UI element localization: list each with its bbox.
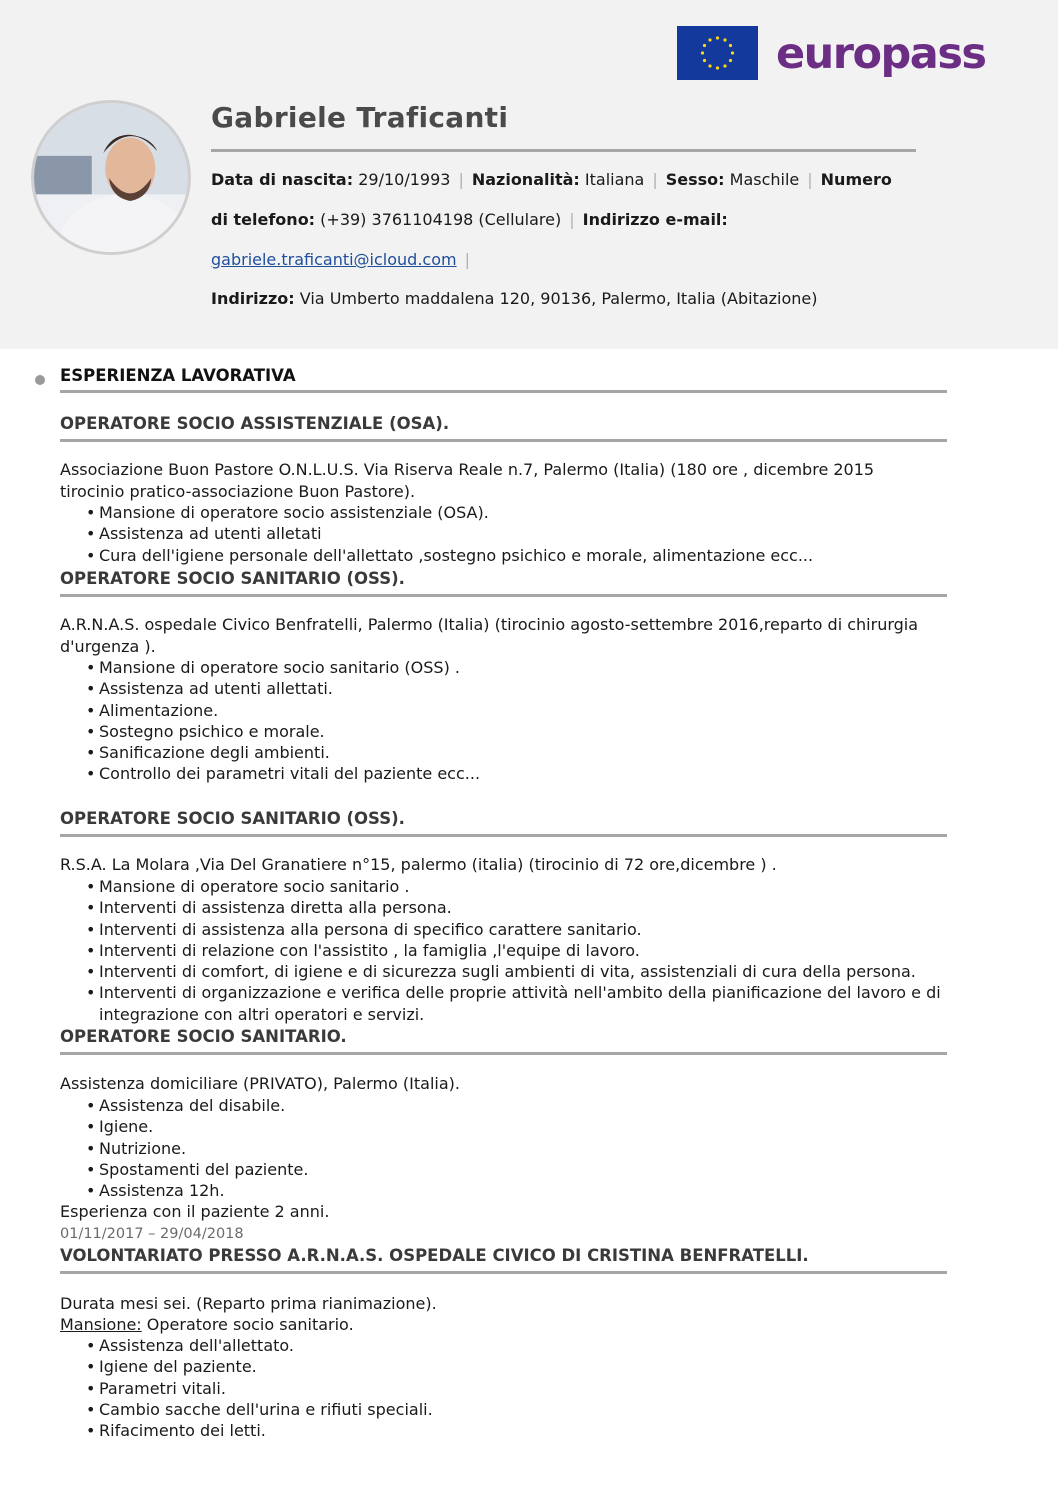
address-value: Via Umberto maddalena 120, 90136, Palermo, Italia (Abitazione) <box>299 289 818 308</box>
list-item: • Sostegno psichico e morale. <box>86 721 956 742</box>
phone-label-part1: Numero <box>820 170 892 189</box>
list-item: • Parametri vitali. <box>86 1378 956 1399</box>
list-item: • Assistenza ad utenti allettati. <box>86 678 956 699</box>
job-description: A.R.N.A.S. ospedale Civico Benfratelli, Palermo (Italia) (tirocinio agosto-settembre 2016,reparto di chirurgia d'urgenza ). <box>60 615 919 656</box>
job-divider <box>60 439 947 442</box>
separator: | <box>458 170 464 189</box>
job-role <box>60 1314 940 1336</box>
section-divider <box>60 390 947 393</box>
profile-photo <box>34 103 188 252</box>
job-bullets <box>86 657 956 785</box>
job-divider <box>60 1052 947 1055</box>
separator: | <box>807 170 813 189</box>
section-title: ESPERIENZA LAVORATIVA <box>60 366 296 385</box>
list-item: • Mansione di operatore socio sanitario . <box>86 876 956 897</box>
list-item: • Interventi di comfort, di igiene e di sicurezza sugli ambienti di vita, assistenziali di cura della persona. <box>86 961 956 982</box>
role-label: Mansione: <box>60 1315 142 1334</box>
personal-info-line-4 <box>211 288 818 310</box>
job-title: VOLONTARIATO PRESSO A.R.N.A.S. OSPEDALE CIVICO DI CRISTINA BENFRATELLI. <box>60 1246 809 1265</box>
name-divider <box>211 149 916 152</box>
eu-stars <box>677 26 758 80</box>
birth-label: Data di nascita: <box>211 170 354 189</box>
nationality-label: Nazionalità: <box>471 170 580 189</box>
avatar <box>31 100 191 255</box>
list-item: • Assistenza dell'allettato. <box>86 1335 956 1356</box>
job-description: Associazione Buon Pastore O.N.L.U.S. Via Riserva Reale n.7, Palermo (Italia) (180 ore , dicembre 2015 tirocinio pratico-associazione Buon Pastore). <box>60 460 875 501</box>
address-label: Indirizzo: <box>211 289 295 308</box>
list-item: • Alimentazione. <box>86 700 956 721</box>
sex-value: Maschile <box>729 170 800 189</box>
job-date: 01/11/2017 – 29/04/2018 <box>60 1226 244 1242</box>
job-bullets <box>86 1095 956 1201</box>
job-title: OPERATORE SOCIO SANITARIO (OSS). <box>60 569 405 588</box>
list-item: • Assistenza ad utenti alletati <box>86 523 956 544</box>
job-divider <box>60 1271 947 1274</box>
job-title: OPERATORE SOCIO ASSISTENZIALE (OSA). <box>60 414 450 433</box>
list-item: • Interventi di assistenza alla persona di specifico carattere sanitario. <box>86 919 956 940</box>
list-item: • Interventi di relazione con l'assistito , la famiglia ,l'equipe di lavoro. <box>86 940 956 961</box>
birth-value: 29/10/1993 <box>358 170 451 189</box>
list-item: • Spostamenti del paziente. <box>86 1159 956 1180</box>
nationality-value: Italiana <box>584 170 645 189</box>
list-item: • Mansione di operatore socio sanitario (OSS) . <box>86 657 956 678</box>
job-divider <box>60 834 947 837</box>
list-item: • Interventi di organizzazione e verifica delle proprie attività nell'ambito della pianificazione del lavoro e di integrazione con altri operatori e servizi. <box>86 982 956 1025</box>
job-bullets <box>86 1335 956 1441</box>
europass-logo: europass <box>776 29 986 79</box>
personal-info-line-2 <box>211 209 728 231</box>
list-item: • Cura dell'igiene personale dell'allettato ,sostegno psichico e morale, alimentazione ecc... <box>86 545 956 566</box>
email-link[interactable]: gabriele.traficanti@icloud.com <box>211 250 457 269</box>
list-item: • Assistenza 12h. <box>86 1180 956 1201</box>
phone-label-part2: di telefono: <box>211 210 316 229</box>
job-title: OPERATORE SOCIO SANITARIO. <box>60 1027 347 1046</box>
separator: | <box>652 170 658 189</box>
person-name: Gabriele Traficanti <box>211 101 509 134</box>
job-title: OPERATORE SOCIO SANITARIO (OSS). <box>60 809 405 828</box>
job-bullets <box>86 502 956 566</box>
list-item: • Sanificazione degli ambienti. <box>86 742 956 763</box>
eu-flag-icon <box>677 26 758 80</box>
separator: | <box>569 210 575 229</box>
job-bullets <box>86 876 956 1025</box>
phone-value: (+39) 3761104198 (Cellulare) <box>320 210 562 229</box>
separator: | <box>464 250 470 269</box>
job-description: Durata mesi sei. (Reparto prima rianimazione). <box>60 1294 437 1313</box>
list-item: • Interventi di assistenza diretta alla persona. <box>86 897 956 918</box>
email-label: Indirizzo e-mail: <box>582 210 728 229</box>
list-item: • Assistenza del disabile. <box>86 1095 956 1116</box>
list-item: • Igiene. <box>86 1116 956 1137</box>
job-footer: Esperienza con il paziente 2 anni. <box>60 1202 330 1221</box>
list-item: • Igiene del paziente. <box>86 1356 956 1377</box>
section-bullet-icon <box>35 375 45 385</box>
list-item: • Rifacimento dei letti. <box>86 1420 956 1441</box>
job-description: R.S.A. La Molara ,Via Del Granatiere n°15, palermo (italia) (tirocinio di 72 ore,dicembre ) . <box>60 855 777 874</box>
sex-label: Sesso: <box>665 170 725 189</box>
job-description: Assistenza domiciliare (PRIVATO), Palermo (Italia). <box>60 1074 460 1093</box>
role-value: Operatore socio sanitario. <box>141 1315 354 1334</box>
personal-info-line-1 <box>211 169 892 191</box>
list-item: • Mansione di operatore socio assistenziale (OSA). <box>86 502 956 523</box>
list-item: • Cambio sacche dell'urina e rifiuti speciali. <box>86 1399 956 1420</box>
list-item: • Nutrizione. <box>86 1138 956 1159</box>
personal-info-line-3 <box>211 249 478 271</box>
list-item: • Controllo dei parametri vitali del paziente ecc... <box>86 763 956 784</box>
job-divider <box>60 594 947 597</box>
